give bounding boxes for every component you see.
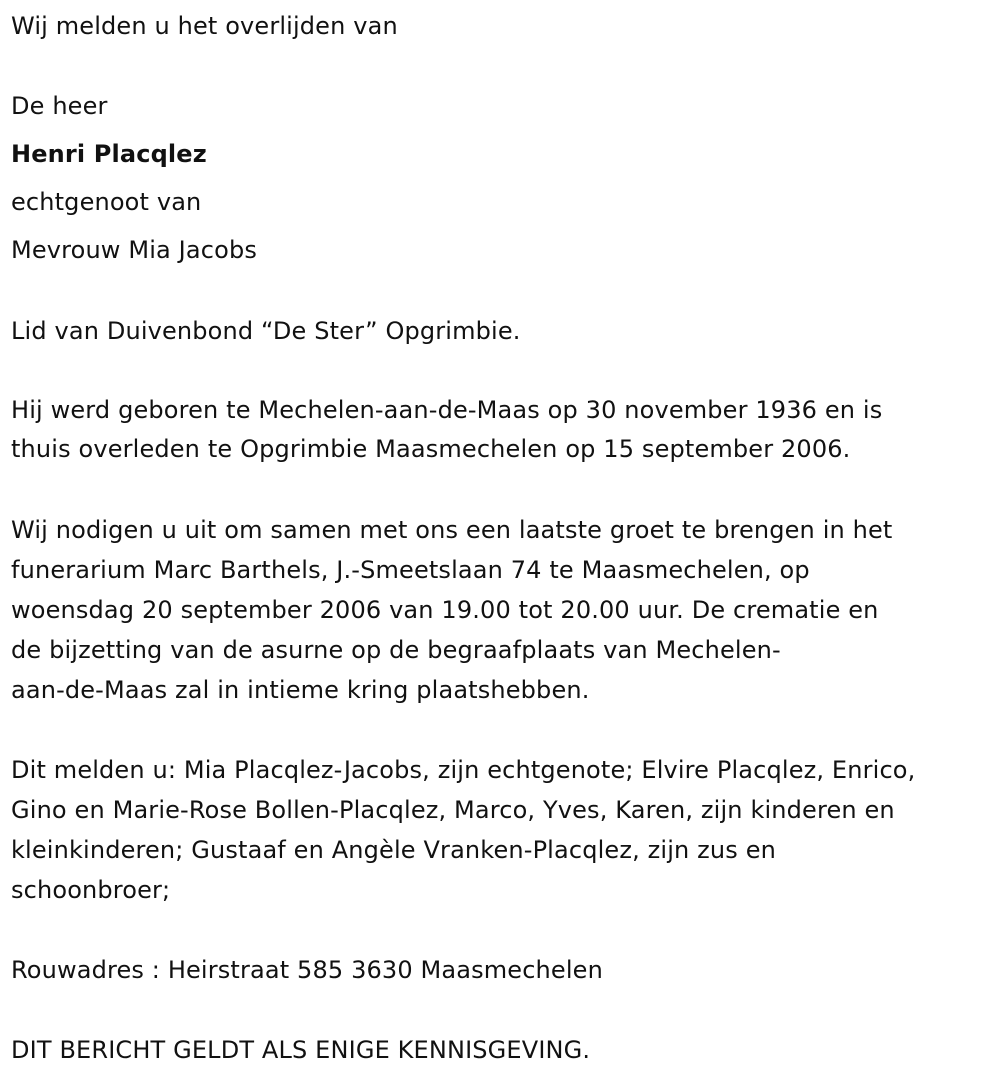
visitation-line: de bijzetting van de asurne op de begraafplaats van Mechelen- <box>11 636 781 664</box>
relation-text: echtgenoot van <box>11 188 202 216</box>
family-line: Gino en Marie-Rose Bollen-Placqlez, Marco, Yves, Karen, zijn kinderen en <box>11 796 895 824</box>
intro-text: Wij melden u het overlijden van <box>11 12 398 40</box>
birth-death-line: Hij werd geboren te Mechelen-aan-de-Maas op 30 november 1936 en is <box>11 396 883 424</box>
spouse-name: Mevrouw Mia Jacobs <box>11 236 257 264</box>
visitation-line: funerarium Marc Barthels, J.-Smeetslaan 74 te Maasmechelen, op <box>11 556 810 584</box>
deceased-name: Henri Placqlez <box>11 140 207 168</box>
mourning-address: Rouwadres : Heirstraat 585 3630 Maasmechelen <box>11 956 603 984</box>
family-line: Dit melden u: Mia Placqlez-Jacobs, zijn echtgenote; Elvire Placqlez, Enrico, <box>11 756 916 784</box>
family-line: schoonbroer; <box>11 876 171 904</box>
membership-text: Lid van Duivenbond “De Ster” Opgrimbie. <box>11 317 521 345</box>
footer-notice: DIT BERICHT GELDT ALS ENIGE KENNISGEVING. <box>11 1036 591 1064</box>
visitation-line: Wij nodigen u uit om samen met ons een laatste groet te brengen in het <box>11 516 893 544</box>
birth-death-line: thuis overleden te Opgrimbie Maasmechelen op 15 september 2006. <box>11 435 851 463</box>
visitation-line: woensdag 20 september 2006 van 19.00 tot 20.00 uur. De crematie en <box>11 596 879 624</box>
visitation-line: aan-de-Maas zal in intieme kring plaatshebben. <box>11 676 590 704</box>
salutation: De heer <box>11 92 108 120</box>
family-line: kleinkinderen; Gustaaf en Angèle Vranken-Placqlez, zijn zus en <box>11 836 776 864</box>
